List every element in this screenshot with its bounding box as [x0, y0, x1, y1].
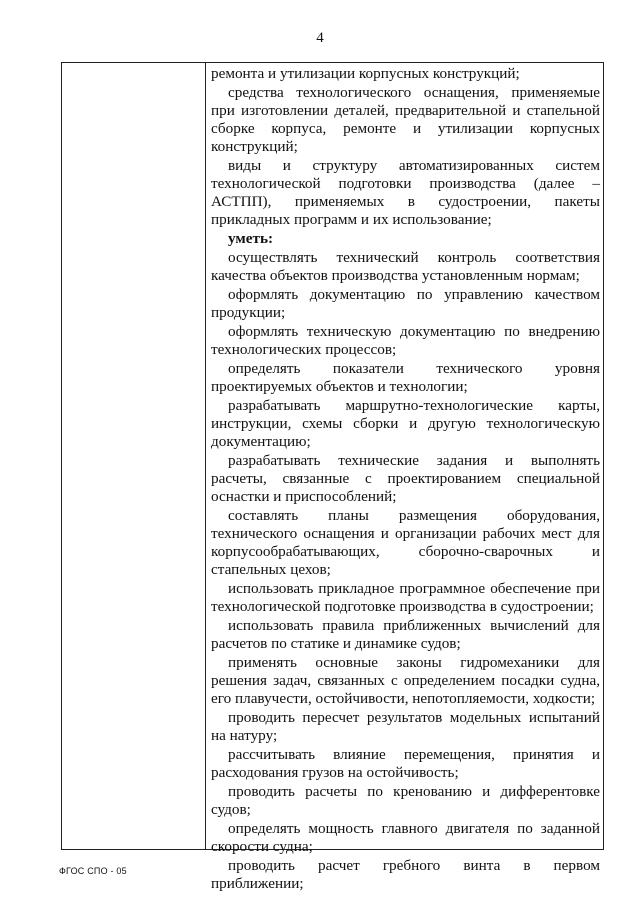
requirement-paragraph: проводить пересчет результатов модельных испытаний на натуру; — [211, 709, 600, 744]
requirement-paragraph: ремонта и утилизации корпусных конструкций; — [211, 65, 520, 82]
requirement-paragraph: использовать правила приближенных вычислений для расчетов по статике и динамике судов; — [211, 617, 600, 652]
requirement-paragraph: разрабатывать технические задания и выполнять расчеты, связанные с проектированием специальной оснастки и приспособлений; — [211, 452, 600, 505]
page-number: 4 — [316, 30, 324, 46]
column-divider — [205, 63, 206, 849]
requirement-paragraph: осуществлять технический контроль соответствия качества объектов производства установленным нормам; — [211, 249, 600, 284]
requirement-paragraph: составлять планы размещения оборудования, технического оснащения и организации рабочих мест для корпусообрабатывающих, сборочно-сварочных и стапельных цехов; — [211, 507, 600, 578]
document-footer: ФГОС СПО - 05 — [59, 866, 127, 876]
requirement-paragraph: проводить расчеты по кренованию и дифферентовке судов; — [211, 783, 600, 818]
requirement-paragraph: оформлять техническую документацию по внедрению технологических процессов; — [211, 323, 600, 358]
requirement-paragraph: виды и структуру автоматизированных систем технологической подготовки производства (далее – АСТПП), применяемых в судостроении, пакеты прикладных программ и их использование; — [211, 157, 600, 228]
requirement-paragraph: использовать прикладное программное обеспечение при технологической подготовке производства в судостроении; — [211, 580, 600, 615]
requirement-paragraph: рассчитывать влияние перемещения, принятия и расходования грузов на остойчивость; — [211, 746, 600, 781]
requirement-paragraph: определять показатели технического уровня проектируемых объектов и технологии; — [211, 360, 600, 395]
requirement-paragraph: средства технологического оснащения, применяемые при изготовлении деталей, предварительной и стапельной сборке корпуса, ремонте и утилизации корпусных конструкций; — [211, 84, 600, 155]
requirement-paragraph: проводить расчет гребного винта в первом приближении; — [211, 857, 600, 892]
requirement-paragraph: оформлять документацию по управлению качеством продукции; — [211, 286, 600, 321]
requirement-paragraph: определять мощность главного двигателя по заданной скорости судна; — [211, 820, 600, 855]
requirement-paragraph: разрабатывать маршрутно-технологические карты, инструкции, схемы сборки и другую технологическую документацию; — [211, 397, 600, 450]
requirement-paragraph: применять основные законы гидромеханики для решения задач, связанных с определением посадки судна, его плавучести, остойчивости, непотопляемости, ходкости; — [211, 654, 600, 707]
skills-heading: уметь: — [228, 230, 274, 247]
requirements-cell — [211, 65, 600, 894]
